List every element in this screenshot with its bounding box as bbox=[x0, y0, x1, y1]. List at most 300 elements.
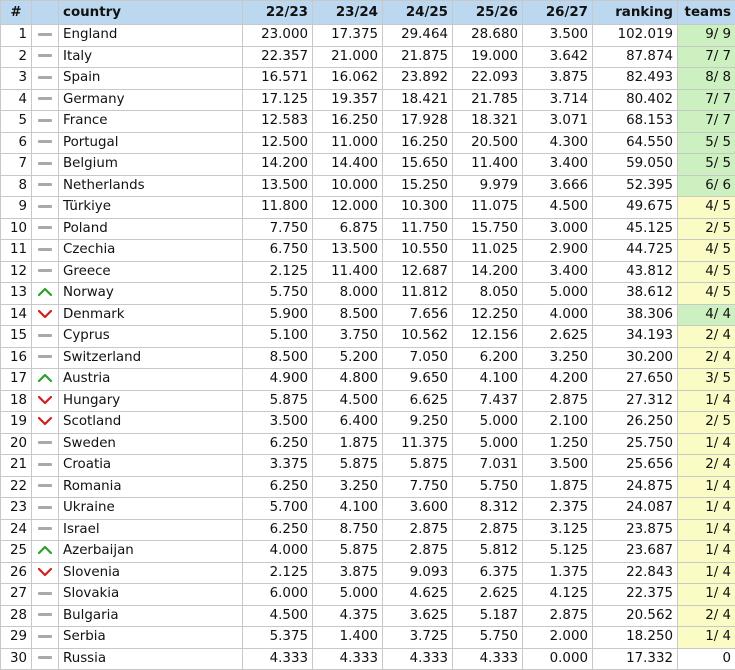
rank-cell: 13 bbox=[1, 283, 32, 305]
season-2324-cell: 16.062 bbox=[313, 68, 383, 90]
rank-cell: 27 bbox=[1, 584, 32, 606]
trend-cell bbox=[32, 476, 59, 498]
teams-cell: 1/ 4 bbox=[678, 584, 735, 606]
season-2627-cell: 2.625 bbox=[523, 326, 593, 348]
ranking-cell: 80.402 bbox=[593, 89, 678, 111]
country-cell[interactable]: Ukraine bbox=[59, 498, 243, 520]
season-2627-cell: 3.666 bbox=[523, 175, 593, 197]
country-cell[interactable]: Poland bbox=[59, 218, 243, 240]
season-2627-cell: 1.875 bbox=[523, 476, 593, 498]
season-2526-cell: 4.333 bbox=[453, 648, 523, 670]
trend-cell bbox=[32, 154, 59, 176]
trend-flat-icon bbox=[38, 613, 52, 616]
header-rank[interactable]: # bbox=[1, 1, 32, 25]
trend-flat-icon bbox=[38, 226, 52, 229]
trend-cell bbox=[32, 390, 59, 412]
ranking-cell: 102.019 bbox=[593, 25, 678, 47]
trend-cell bbox=[32, 648, 59, 670]
trend-flat-icon bbox=[38, 635, 52, 638]
trend-flat-icon bbox=[38, 248, 52, 251]
season-2425-cell: 3.725 bbox=[383, 627, 453, 649]
season-2526-cell: 9.979 bbox=[453, 175, 523, 197]
season-2627-cell: 2.100 bbox=[523, 412, 593, 434]
teams-cell: 1/ 4 bbox=[678, 476, 735, 498]
trend-flat-icon bbox=[38, 205, 52, 208]
season-2627-cell: 0.000 bbox=[523, 648, 593, 670]
trend-cell bbox=[32, 111, 59, 133]
ranking-cell: 24.875 bbox=[593, 476, 678, 498]
trend-cell bbox=[32, 498, 59, 520]
trend-flat-icon bbox=[38, 119, 52, 122]
season-2526-cell: 5.187 bbox=[453, 605, 523, 627]
table-row[interactable] bbox=[1, 390, 735, 412]
ranking-cell: 52.395 bbox=[593, 175, 678, 197]
trend-flat-icon bbox=[38, 140, 52, 143]
season-2526-cell: 19.000 bbox=[453, 46, 523, 68]
trend-cell bbox=[32, 261, 59, 283]
ranking-cell: 43.812 bbox=[593, 261, 678, 283]
season-2223-cell: 5.875 bbox=[243, 390, 313, 412]
ranking-cell: 38.612 bbox=[593, 283, 678, 305]
season-2425-cell: 7.050 bbox=[383, 347, 453, 369]
season-2627-cell: 2.875 bbox=[523, 390, 593, 412]
season-2324-cell: 4.500 bbox=[313, 390, 383, 412]
season-2627-cell: 3.071 bbox=[523, 111, 593, 133]
season-2223-cell: 8.500 bbox=[243, 347, 313, 369]
country-cell[interactable]: Cyprus bbox=[59, 326, 243, 348]
teams-cell: 1/ 4 bbox=[678, 498, 735, 520]
table-row[interactable] bbox=[1, 519, 735, 541]
season-2425-cell: 23.892 bbox=[383, 68, 453, 90]
table-row[interactable] bbox=[1, 111, 735, 133]
season-2627-cell: 5.000 bbox=[523, 283, 593, 305]
season-2627-cell: 1.250 bbox=[523, 433, 593, 455]
country-cell[interactable]: Italy bbox=[59, 46, 243, 68]
country-cell[interactable]: Greece bbox=[59, 261, 243, 283]
season-2223-cell: 5.375 bbox=[243, 627, 313, 649]
rank-cell: 15 bbox=[1, 326, 32, 348]
ranking-cell: 87.874 bbox=[593, 46, 678, 68]
season-2223-cell: 14.200 bbox=[243, 154, 313, 176]
season-2627-cell: 1.375 bbox=[523, 562, 593, 584]
table-row[interactable] bbox=[1, 627, 735, 649]
season-2223-cell: 13.500 bbox=[243, 175, 313, 197]
country-cell[interactable]: Croatia bbox=[59, 455, 243, 477]
header-season-2526[interactable]: 25/26 bbox=[453, 1, 523, 25]
season-2223-cell: 6.250 bbox=[243, 476, 313, 498]
season-2223-cell: 23.000 bbox=[243, 25, 313, 47]
season-2223-cell: 11.800 bbox=[243, 197, 313, 219]
season-2627-cell: 4.125 bbox=[523, 584, 593, 606]
country-cell[interactable]: Denmark bbox=[59, 304, 243, 326]
season-2324-cell: 11.000 bbox=[313, 132, 383, 154]
country-cell[interactable]: Azerbaijan bbox=[59, 541, 243, 563]
season-2627-cell: 3.400 bbox=[523, 261, 593, 283]
season-2324-cell: 4.375 bbox=[313, 605, 383, 627]
rank-cell: 28 bbox=[1, 605, 32, 627]
table-row[interactable] bbox=[1, 605, 735, 627]
season-2425-cell: 10.562 bbox=[383, 326, 453, 348]
trend-cell bbox=[32, 283, 59, 305]
ranking-cell: 26.250 bbox=[593, 412, 678, 434]
table-row[interactable] bbox=[1, 455, 735, 477]
season-2627-cell: 3.000 bbox=[523, 218, 593, 240]
season-2324-cell: 3.875 bbox=[313, 562, 383, 584]
table-row[interactable] bbox=[1, 498, 735, 520]
country-cell[interactable]: Portugal bbox=[59, 132, 243, 154]
trend-cell bbox=[32, 584, 59, 606]
teams-cell: 1/ 4 bbox=[678, 541, 735, 563]
season-2627-cell: 3.642 bbox=[523, 46, 593, 68]
ranking-cell: 25.656 bbox=[593, 455, 678, 477]
table-row[interactable] bbox=[1, 261, 735, 283]
rank-cell: 19 bbox=[1, 412, 32, 434]
ranking-cell: 20.562 bbox=[593, 605, 678, 627]
teams-cell: 4/ 5 bbox=[678, 261, 735, 283]
season-2223-cell: 12.583 bbox=[243, 111, 313, 133]
season-2526-cell: 5.000 bbox=[453, 433, 523, 455]
season-2425-cell: 9.250 bbox=[383, 412, 453, 434]
country-cell[interactable]: Germany bbox=[59, 89, 243, 111]
teams-cell: 2/ 4 bbox=[678, 605, 735, 627]
trend-flat-icon bbox=[38, 33, 52, 36]
trend-down-icon bbox=[37, 416, 53, 426]
teams-cell: 6/ 6 bbox=[678, 175, 735, 197]
season-2223-cell: 5.900 bbox=[243, 304, 313, 326]
season-2324-cell: 10.000 bbox=[313, 175, 383, 197]
season-2627-cell: 4.300 bbox=[523, 132, 593, 154]
season-2627-cell: 2.900 bbox=[523, 240, 593, 262]
rank-cell: 16 bbox=[1, 347, 32, 369]
table-row[interactable] bbox=[1, 68, 735, 90]
season-2526-cell: 2.875 bbox=[453, 519, 523, 541]
ranking-cell: 59.050 bbox=[593, 154, 678, 176]
teams-cell: 1/ 4 bbox=[678, 627, 735, 649]
country-cell[interactable]: England bbox=[59, 25, 243, 47]
season-2526-cell: 11.400 bbox=[453, 154, 523, 176]
teams-cell: 4/ 4 bbox=[678, 304, 735, 326]
season-2223-cell: 2.125 bbox=[243, 261, 313, 283]
table-row[interactable] bbox=[1, 412, 735, 434]
teams-cell: 9/ 9 bbox=[678, 25, 735, 47]
season-2526-cell: 20.500 bbox=[453, 132, 523, 154]
season-2324-cell: 1.875 bbox=[313, 433, 383, 455]
teams-cell: 2/ 4 bbox=[678, 326, 735, 348]
season-2324-cell: 11.400 bbox=[313, 261, 383, 283]
trend-down-icon bbox=[37, 567, 53, 577]
rank-cell: 10 bbox=[1, 218, 32, 240]
trend-cell bbox=[32, 519, 59, 541]
table-row[interactable] bbox=[1, 132, 735, 154]
ranking-cell: 25.750 bbox=[593, 433, 678, 455]
header-trend bbox=[32, 1, 59, 25]
ranking-cell: 30.200 bbox=[593, 347, 678, 369]
country-cell[interactable]: Bulgaria bbox=[59, 605, 243, 627]
season-2324-cell: 12.000 bbox=[313, 197, 383, 219]
season-2223-cell: 4.900 bbox=[243, 369, 313, 391]
country-cell[interactable]: Switzerland bbox=[59, 347, 243, 369]
rank-cell: 14 bbox=[1, 304, 32, 326]
season-2223-cell: 6.250 bbox=[243, 519, 313, 541]
country-cell[interactable]: Slovenia bbox=[59, 562, 243, 584]
season-2223-cell: 4.333 bbox=[243, 648, 313, 670]
season-2223-cell: 7.750 bbox=[243, 218, 313, 240]
header-teams[interactable]: teams bbox=[678, 1, 735, 25]
rank-cell: 12 bbox=[1, 261, 32, 283]
trend-cell bbox=[32, 627, 59, 649]
table-row[interactable] bbox=[1, 541, 735, 563]
season-2425-cell: 9.093 bbox=[383, 562, 453, 584]
season-2526-cell: 6.200 bbox=[453, 347, 523, 369]
rank-cell: 21 bbox=[1, 455, 32, 477]
trend-cell bbox=[32, 240, 59, 262]
table-row[interactable] bbox=[1, 89, 735, 111]
header-ranking[interactable]: ranking bbox=[593, 1, 678, 25]
trend-cell bbox=[32, 326, 59, 348]
season-2223-cell: 17.125 bbox=[243, 89, 313, 111]
season-2223-cell: 4.000 bbox=[243, 541, 313, 563]
table-row[interactable] bbox=[1, 25, 735, 47]
season-2223-cell: 5.700 bbox=[243, 498, 313, 520]
season-2223-cell: 6.000 bbox=[243, 584, 313, 606]
country-cell[interactable]: Serbia bbox=[59, 627, 243, 649]
trend-cell bbox=[32, 197, 59, 219]
header-country[interactable]: country bbox=[59, 1, 243, 25]
season-2425-cell: 18.421 bbox=[383, 89, 453, 111]
ranking-cell: 27.650 bbox=[593, 369, 678, 391]
trend-cell bbox=[32, 412, 59, 434]
season-2425-cell: 10.550 bbox=[383, 240, 453, 262]
teams-cell: 1/ 4 bbox=[678, 390, 735, 412]
season-2526-cell: 4.100 bbox=[453, 369, 523, 391]
trend-cell bbox=[32, 605, 59, 627]
country-cell[interactable]: Sweden bbox=[59, 433, 243, 455]
season-2425-cell: 9.650 bbox=[383, 369, 453, 391]
trend-flat-icon bbox=[38, 484, 52, 487]
season-2324-cell: 6.875 bbox=[313, 218, 383, 240]
season-2627-cell: 3.500 bbox=[523, 25, 593, 47]
trend-flat-icon bbox=[38, 97, 52, 100]
ranking-cell: 23.875 bbox=[593, 519, 678, 541]
season-2324-cell: 5.000 bbox=[313, 584, 383, 606]
country-cell[interactable]: Slovakia bbox=[59, 584, 243, 606]
trend-flat-icon bbox=[38, 334, 52, 337]
table-row[interactable] bbox=[1, 648, 735, 670]
trend-flat-icon bbox=[38, 656, 52, 659]
country-cell[interactable]: Russia bbox=[59, 648, 243, 670]
table-row[interactable] bbox=[1, 175, 735, 197]
table-row[interactable] bbox=[1, 562, 735, 584]
season-2425-cell: 11.812 bbox=[383, 283, 453, 305]
season-2223-cell: 5.750 bbox=[243, 283, 313, 305]
country-cell[interactable]: Czechia bbox=[59, 240, 243, 262]
ranking-cell: 23.687 bbox=[593, 541, 678, 563]
table-row[interactable] bbox=[1, 218, 735, 240]
ranking-cell: 24.087 bbox=[593, 498, 678, 520]
ranking-cell: 82.493 bbox=[593, 68, 678, 90]
trend-flat-icon bbox=[38, 441, 52, 444]
rank-cell: 26 bbox=[1, 562, 32, 584]
teams-cell: 1/ 4 bbox=[678, 519, 735, 541]
season-2627-cell: 2.000 bbox=[523, 627, 593, 649]
season-2324-cell: 6.400 bbox=[313, 412, 383, 434]
season-2526-cell: 22.093 bbox=[453, 68, 523, 90]
table-row[interactable] bbox=[1, 197, 735, 219]
season-2526-cell: 11.025 bbox=[453, 240, 523, 262]
table-row[interactable] bbox=[1, 46, 735, 68]
trend-cell bbox=[32, 455, 59, 477]
table-row[interactable] bbox=[1, 433, 735, 455]
season-2223-cell: 3.375 bbox=[243, 455, 313, 477]
table-row[interactable] bbox=[1, 326, 735, 348]
season-2425-cell: 29.464 bbox=[383, 25, 453, 47]
rank-cell: 8 bbox=[1, 175, 32, 197]
season-2425-cell: 16.250 bbox=[383, 132, 453, 154]
trend-flat-icon bbox=[38, 463, 52, 466]
rank-cell: 7 bbox=[1, 154, 32, 176]
country-cell[interactable]: Belgium bbox=[59, 154, 243, 176]
header-season-2324[interactable]: 23/24 bbox=[313, 1, 383, 25]
header-row bbox=[1, 1, 735, 25]
rank-cell: 6 bbox=[1, 132, 32, 154]
teams-cell: 4/ 5 bbox=[678, 197, 735, 219]
season-2425-cell: 6.625 bbox=[383, 390, 453, 412]
header-season-2425[interactable]: 24/25 bbox=[383, 1, 453, 25]
country-cell[interactable]: Spain bbox=[59, 68, 243, 90]
table-row[interactable] bbox=[1, 154, 735, 176]
season-2425-cell: 5.875 bbox=[383, 455, 453, 477]
trend-flat-icon bbox=[38, 355, 52, 358]
season-2324-cell: 3.750 bbox=[313, 326, 383, 348]
teams-cell: 7/ 7 bbox=[678, 46, 735, 68]
season-2526-cell: 5.000 bbox=[453, 412, 523, 434]
country-cell[interactable]: Hungary bbox=[59, 390, 243, 412]
table-row[interactable] bbox=[1, 304, 735, 326]
season-2526-cell: 6.375 bbox=[453, 562, 523, 584]
season-2425-cell: 10.300 bbox=[383, 197, 453, 219]
season-2324-cell: 14.400 bbox=[313, 154, 383, 176]
season-2627-cell: 3.875 bbox=[523, 68, 593, 90]
season-2627-cell: 3.400 bbox=[523, 154, 593, 176]
rank-cell: 29 bbox=[1, 627, 32, 649]
season-2425-cell: 2.875 bbox=[383, 519, 453, 541]
header-season-2627[interactable]: 26/27 bbox=[523, 1, 593, 25]
ranking-cell: 17.332 bbox=[593, 648, 678, 670]
country-cell[interactable]: France bbox=[59, 111, 243, 133]
season-2526-cell: 2.625 bbox=[453, 584, 523, 606]
ranking-cell: 22.375 bbox=[593, 584, 678, 606]
rank-cell: 30 bbox=[1, 648, 32, 670]
trend-flat-icon bbox=[38, 183, 52, 186]
teams-cell: 5/ 5 bbox=[678, 154, 735, 176]
rank-cell: 3 bbox=[1, 68, 32, 90]
season-2526-cell: 5.812 bbox=[453, 541, 523, 563]
trend-cell bbox=[32, 218, 59, 240]
ranking-cell: 49.675 bbox=[593, 197, 678, 219]
season-2223-cell: 12.500 bbox=[243, 132, 313, 154]
rank-cell: 11 bbox=[1, 240, 32, 262]
teams-cell: 3/ 5 bbox=[678, 369, 735, 391]
trend-cell bbox=[32, 46, 59, 68]
season-2324-cell: 8.500 bbox=[313, 304, 383, 326]
rank-cell: 18 bbox=[1, 390, 32, 412]
header-season-2223[interactable]: 22/23 bbox=[243, 1, 313, 25]
country-cell[interactable]: Austria bbox=[59, 369, 243, 391]
teams-cell: 2/ 5 bbox=[678, 412, 735, 434]
trend-cell bbox=[32, 175, 59, 197]
season-2526-cell: 28.680 bbox=[453, 25, 523, 47]
season-2324-cell: 4.800 bbox=[313, 369, 383, 391]
rank-cell: 4 bbox=[1, 89, 32, 111]
season-2425-cell: 21.875 bbox=[383, 46, 453, 68]
country-cell[interactable]: Romania bbox=[59, 476, 243, 498]
ranking-cell: 18.250 bbox=[593, 627, 678, 649]
season-2324-cell: 8.000 bbox=[313, 283, 383, 305]
table-row[interactable] bbox=[1, 283, 735, 305]
teams-cell: 2/ 4 bbox=[678, 347, 735, 369]
season-2324-cell: 5.200 bbox=[313, 347, 383, 369]
trend-cell bbox=[32, 369, 59, 391]
ranking-cell: 68.153 bbox=[593, 111, 678, 133]
country-cell[interactable]: Türkiye bbox=[59, 197, 243, 219]
season-2425-cell: 3.600 bbox=[383, 498, 453, 520]
season-2223-cell: 5.100 bbox=[243, 326, 313, 348]
table-row[interactable] bbox=[1, 369, 735, 391]
table-row[interactable] bbox=[1, 347, 735, 369]
ranking-cell: 45.125 bbox=[593, 218, 678, 240]
ranking-cell: 34.193 bbox=[593, 326, 678, 348]
season-2223-cell: 16.571 bbox=[243, 68, 313, 90]
season-2324-cell: 8.750 bbox=[313, 519, 383, 541]
teams-cell: 7/ 7 bbox=[678, 89, 735, 111]
season-2526-cell: 7.437 bbox=[453, 390, 523, 412]
season-2223-cell: 6.250 bbox=[243, 433, 313, 455]
table-row[interactable] bbox=[1, 240, 735, 262]
trend-cell bbox=[32, 132, 59, 154]
season-2425-cell: 3.625 bbox=[383, 605, 453, 627]
trend-cell bbox=[32, 89, 59, 111]
country-cell[interactable]: Norway bbox=[59, 283, 243, 305]
season-2425-cell: 7.750 bbox=[383, 476, 453, 498]
teams-cell: 0 bbox=[678, 648, 735, 670]
season-2627-cell: 3.125 bbox=[523, 519, 593, 541]
table-row[interactable] bbox=[1, 584, 735, 606]
ranking-cell: 64.550 bbox=[593, 132, 678, 154]
trend-up-icon bbox=[37, 373, 53, 383]
ranking-cell: 27.312 bbox=[593, 390, 678, 412]
season-2324-cell: 19.357 bbox=[313, 89, 383, 111]
season-2526-cell: 8.312 bbox=[453, 498, 523, 520]
season-2425-cell: 7.656 bbox=[383, 304, 453, 326]
table-row[interactable] bbox=[1, 476, 735, 498]
season-2223-cell: 6.750 bbox=[243, 240, 313, 262]
season-2223-cell: 2.125 bbox=[243, 562, 313, 584]
season-2526-cell: 11.075 bbox=[453, 197, 523, 219]
season-2223-cell: 3.500 bbox=[243, 412, 313, 434]
country-cell[interactable]: Scotland bbox=[59, 412, 243, 434]
country-cell[interactable]: Israel bbox=[59, 519, 243, 541]
country-cell[interactable]: Netherlands bbox=[59, 175, 243, 197]
season-2425-cell: 15.250 bbox=[383, 175, 453, 197]
season-2324-cell: 16.250 bbox=[313, 111, 383, 133]
season-2425-cell: 4.625 bbox=[383, 584, 453, 606]
season-2526-cell: 21.785 bbox=[453, 89, 523, 111]
trend-cell bbox=[32, 541, 59, 563]
season-2425-cell: 15.650 bbox=[383, 154, 453, 176]
season-2627-cell: 4.000 bbox=[523, 304, 593, 326]
season-2627-cell: 4.500 bbox=[523, 197, 593, 219]
rank-cell: 23 bbox=[1, 498, 32, 520]
